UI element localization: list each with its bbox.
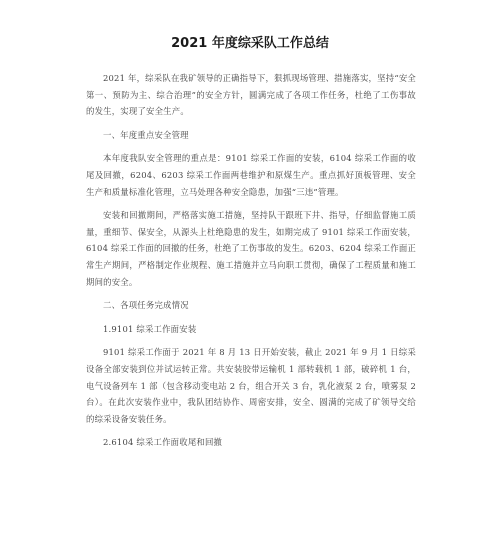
paragraph-safety-focus: 本年度我队安全管理的重点是：9101 综采工作面的安装，6104 综采工作面的收尾及回撤，6204、6203 综采工作面两巷维护和原煤生产。重点抓好顶板管理、安全生产和质量标准化管理，立马处理各种安全隐患，加强“三违”管理。 <box>86 153 416 197</box>
document-title: 2021 年度综采队工作总结 <box>171 36 329 51</box>
section-heading-1: 一、年度重点安全管理 <box>103 129 189 140</box>
document-body <box>86 70 416 451</box>
paragraph-installation: 安装和回撤期间，严格落实施工措施，坚持队干跟班下井、指导，仔细监督施工质量，重细节、保安全，从源头上杜绝隐患的发生，如期完成了 9101 综采工作面安装，6104 综采工作面的回撤的任务，杜绝了工伤事故的发生。6203、6204 综采工作面正常生产期间，严格制定作业规程、施工措施并立马向职工贯彻，确保了工程质量和施工期间的安全。 <box>86 210 416 287</box>
paragraph-intro: 2021 年，综采队在我矿领导的正确指导下，狠抓现场管理、措施落实，坚持“安全第一、预防为主、综合治理”的安全方针，圆满完成了各项工作任务，杜绝了工伤事故的发生，实现了安全生产。 <box>86 73 416 117</box>
paragraph-9101: 9101 综采工作面于 2021 年 8 月 13 日开始安装，截止 2021 年 9 月 1 日综采设备全部安装到位并试运转正常。共安装胶带运输机 1 部转载机 1 部，破碎机 1 台，电气设备列车 1 部（包含移动变电站 2 台，组合开关 3 台，乳化液泵 2 台，喷雾泵 2 台）。在此次安装作业中，我队团结协作、周密安排，安全、圆满的完成了矿领导交给的综采设备安装任务。 <box>86 347 416 424</box>
subsection-heading-2: 2.6104 综采工作面收尾和回撤 <box>103 437 223 448</box>
subsection-heading-1: 1.9101 综采工作面安装 <box>103 323 197 334</box>
section-heading-2: 二、各项任务完成情况 <box>103 300 189 311</box>
